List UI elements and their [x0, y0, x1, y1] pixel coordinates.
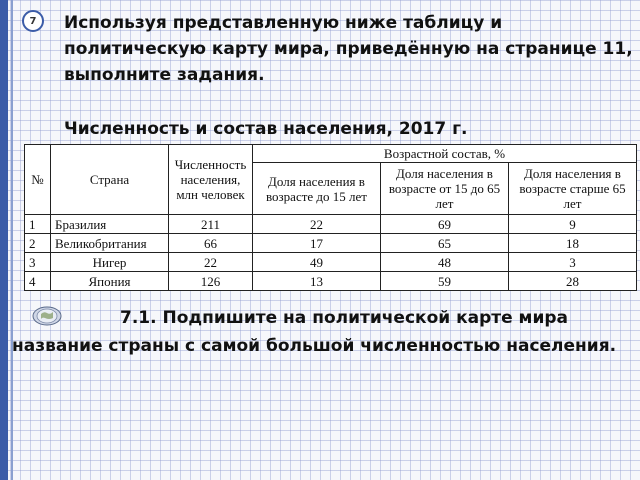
cell-country: Нигер: [51, 253, 169, 272]
cell-population: 211: [169, 215, 253, 234]
header-num: №: [25, 145, 51, 215]
cell-under15: 49: [253, 253, 381, 272]
header-population: Численность населения, млн человек: [169, 145, 253, 215]
table-row: [25, 253, 637, 272]
cell-under15: 17: [253, 234, 381, 253]
header-over65: Доля населения в возрасте старше 65 лет: [509, 163, 637, 215]
cell-population: 126: [169, 272, 253, 291]
left-accent-line: [11, 0, 13, 480]
cell-over65: 3: [509, 253, 637, 272]
cell-over65: 28: [509, 272, 637, 291]
cell-under15: 13: [253, 272, 381, 291]
cell-15to65: 69: [381, 215, 509, 234]
task-7-1: [12, 306, 632, 359]
cell-over65: 9: [509, 215, 637, 234]
header-age-group: Возрастной состав, %: [253, 145, 637, 163]
table-row: [25, 272, 637, 291]
intro-text: Используя представленную ниже таблицу и политическую карту мира, приведённую на странице 11, выполните задания.: [64, 13, 633, 85]
header-15to65: Доля населения в возрасте от 15 до 65 лет: [381, 163, 509, 215]
globe-icon: [32, 306, 62, 334]
table-title: Численность и состав населения, 2017 г.: [64, 119, 468, 139]
cell-15to65: 48: [381, 253, 509, 272]
cell-15to65: 65: [381, 234, 509, 253]
cell-15to65: 59: [381, 272, 509, 291]
cell-population: 22: [169, 253, 253, 272]
cell-country: Великобритания: [51, 234, 169, 253]
task-number: 7.1.: [120, 308, 157, 328]
cell-country: Япония: [51, 272, 169, 291]
task-number-badge: 7: [22, 10, 44, 32]
population-table: [24, 144, 637, 291]
header-under15: Доля населения в возрасте до 15 лет: [253, 163, 381, 215]
cell-country: Бразилия: [51, 215, 169, 234]
cell-num: 2: [25, 234, 51, 253]
cell-num: 1: [25, 215, 51, 234]
left-accent-bar: [0, 0, 8, 480]
cell-num: 3: [25, 253, 51, 272]
header-country: Страна: [51, 145, 169, 215]
cell-num: 4: [25, 272, 51, 291]
cell-under15: 22: [253, 215, 381, 234]
table-row: [25, 215, 637, 234]
population-table-container: [24, 144, 636, 291]
table-row: [25, 234, 637, 253]
cell-over65: 18: [509, 234, 637, 253]
task-text: Подпишите на политической карте мира название страны с самой большой численностью населения.: [12, 308, 617, 356]
cell-population: 66: [169, 234, 253, 253]
